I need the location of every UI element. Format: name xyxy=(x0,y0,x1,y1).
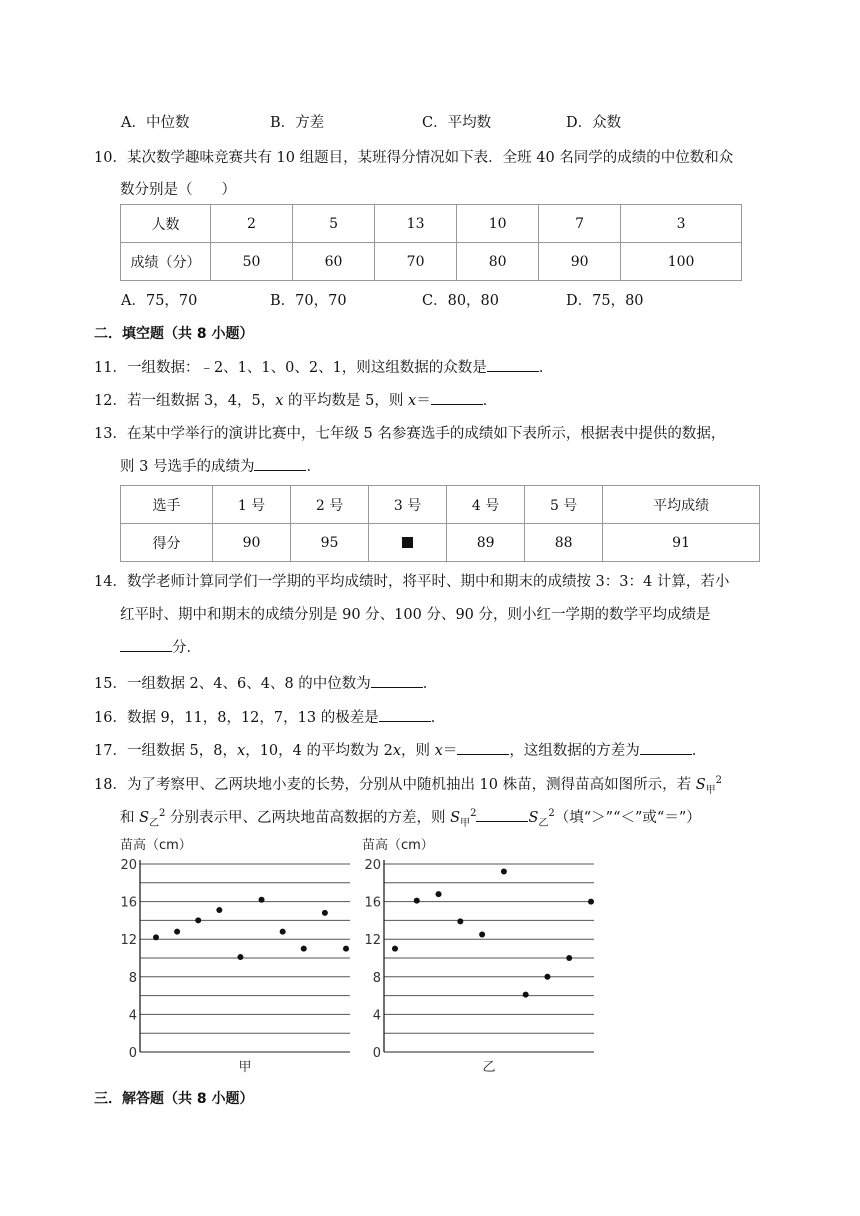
q18-line2 xyxy=(120,806,701,829)
q13-text: 则 3 号选手的成绩为 xyxy=(120,459,255,475)
data-point xyxy=(343,946,349,952)
y-tick-label: 16 xyxy=(120,895,137,911)
y-axis-label: 苗高（cm） xyxy=(120,838,192,853)
q18-text: 分别表示甲、乙两块地苗高数据的方差，则 xyxy=(165,810,451,826)
variable-x: x xyxy=(392,743,402,759)
table-cell: 89 xyxy=(447,524,525,562)
variance-symbol: S xyxy=(528,810,539,826)
q11 xyxy=(94,356,553,377)
variance-symbol: S xyxy=(695,777,706,793)
table-cell: 80 xyxy=(457,243,539,281)
y-tick-label: 20 xyxy=(120,858,137,873)
answer-blank xyxy=(431,392,483,405)
y-tick-label: 20 xyxy=(364,858,381,873)
q16 xyxy=(94,706,445,727)
variance-symbol: S xyxy=(139,810,150,826)
data-point xyxy=(436,891,442,897)
table-header-cell: 得分 xyxy=(121,524,213,562)
table-cell: 10 xyxy=(457,205,539,243)
q12-text: 12．若一组数据 3，4，5， xyxy=(94,393,276,409)
table-cell: 90 xyxy=(213,524,291,562)
q17-text: 17．一组数据 5，8， xyxy=(94,743,238,759)
q17-end: ． xyxy=(691,743,707,759)
q13-end: ． xyxy=(306,459,321,475)
q12 xyxy=(94,389,497,410)
q14-text-line1: 14．数学老师计算同学们一学期的平均成绩时，将平时、期中和期末的成绩按 3：3：4 计算，若小 xyxy=(94,574,730,590)
table-header-cell: 选手 xyxy=(121,486,213,524)
table-cell: 2 号 xyxy=(291,486,369,524)
table-cell: 50 xyxy=(211,243,293,281)
table-row xyxy=(121,486,760,524)
q17 xyxy=(94,739,706,760)
q14-text-line2: 红平时、期中和期末的成绩分别是 90 分、100 分、90 分，则小红一学期的数学平均成绩是 xyxy=(120,607,711,623)
y-tick-label: 12 xyxy=(364,933,381,949)
q10-option-b: B．70，70 xyxy=(270,293,347,309)
variance-symbol: S xyxy=(450,810,461,826)
seedling-height-chart-jia xyxy=(118,832,354,1078)
data-point xyxy=(414,898,420,904)
q15-text: 15．一组数据 2、4、6、4、8 的中位数为 xyxy=(94,676,371,692)
y-tick-label: 12 xyxy=(120,933,137,949)
subscript-jia: 甲 xyxy=(705,784,716,796)
seedling-height-chart-yi xyxy=(360,832,600,1078)
y-tick-label: 8 xyxy=(372,970,381,986)
q9-option-a: A．中位数 xyxy=(121,115,190,131)
data-point xyxy=(457,918,463,924)
q10-option-d: D．75，80 xyxy=(566,293,644,309)
table-header-cell: 成绩（分） xyxy=(121,243,211,281)
table-cell xyxy=(369,524,447,562)
table-row xyxy=(121,243,742,281)
table-cell: 88 xyxy=(525,524,603,562)
data-point xyxy=(544,974,550,980)
answer-blank xyxy=(640,742,692,755)
table-cell: 3 xyxy=(621,205,742,243)
q18-text: 18．为了考察甲、乙两块地小麦的长势，分别从中随机抽出 10 株苗，测得苗高如图所示，若 xyxy=(94,777,696,793)
equals-sign: ＝ xyxy=(416,393,431,409)
q13-text-line1: 13．在某中学举行的演讲比赛中，七年级 5 名参赛选手的成绩如下表所示，根据表中提供的数据， xyxy=(94,426,726,442)
data-point xyxy=(195,917,201,923)
section-2-heading: 二．填空题（共 8 小题） xyxy=(94,326,254,342)
data-point xyxy=(523,992,529,998)
q10-option-a: A．75，70 xyxy=(121,293,198,309)
q15 xyxy=(94,672,437,693)
q10-score-table xyxy=(120,204,742,281)
table-header-cell: 人数 xyxy=(121,205,211,243)
data-point xyxy=(216,907,222,913)
data-point xyxy=(392,946,398,952)
q12-end: ． xyxy=(482,393,498,409)
q10-option-c: C．80，80 xyxy=(422,293,499,309)
data-point xyxy=(301,946,307,952)
data-point xyxy=(588,899,594,905)
chart-background xyxy=(118,832,354,1078)
variable-x: x xyxy=(434,743,443,759)
table-cell: 95 xyxy=(291,524,369,562)
q9-option-b: B．方差 xyxy=(270,115,325,131)
table-cell: 2 xyxy=(211,205,293,243)
subscript-yi: 乙 xyxy=(538,817,549,829)
superscript-2: 2 xyxy=(470,808,477,820)
table-cell: 1 号 xyxy=(213,486,291,524)
data-point xyxy=(259,897,265,903)
answer-blank xyxy=(457,742,509,755)
y-tick-label: 16 xyxy=(364,895,381,911)
table-cell: 13 xyxy=(375,205,457,243)
table-cell: 5 xyxy=(293,205,375,243)
superscript-2: 2 xyxy=(159,808,166,820)
q10-text-line1: 10．某次数学趣味竞赛共有 10 组题目，某班得分情况如下表．全班 40 名同学的成绩的中位数和众 xyxy=(94,150,734,166)
q14-text-line3 xyxy=(120,636,201,657)
q17-text-mid3: ，这组数据的方差为 xyxy=(509,743,640,759)
q15-end: ． xyxy=(422,676,438,692)
q16-end: ． xyxy=(430,710,446,726)
answer-blank xyxy=(487,359,539,372)
q14-end: 分． xyxy=(172,640,201,656)
x-axis-label: 乙 xyxy=(482,1060,496,1075)
q17-text-mid: ，10，4 的平均数为 2 xyxy=(245,743,393,759)
q12-text-mid: 的平均数是 5，则 xyxy=(283,393,408,409)
y-tick-label: 0 xyxy=(128,1046,137,1061)
y-tick-label: 8 xyxy=(128,970,137,986)
q9-option-d: D．众数 xyxy=(566,115,622,131)
y-tick-label: 0 xyxy=(372,1046,381,1061)
table-cell: 7 xyxy=(539,205,621,243)
variable-x: x xyxy=(408,393,417,409)
answer-blank xyxy=(254,458,306,471)
q13-text-line2 xyxy=(120,455,321,476)
table-cell: 60 xyxy=(293,243,375,281)
variable-x: x xyxy=(275,393,284,409)
data-point xyxy=(322,910,328,916)
data-point xyxy=(479,932,485,938)
answer-blank xyxy=(120,639,172,652)
answer-blank xyxy=(371,675,423,688)
q17-text-mid2: ，则 xyxy=(401,743,435,759)
data-point xyxy=(174,929,180,935)
q10-text-line2: 数分别是（ ） xyxy=(120,182,236,198)
data-point xyxy=(501,869,507,875)
variable-x: x xyxy=(237,743,246,759)
superscript-2: 2 xyxy=(548,808,555,820)
table-row xyxy=(121,524,760,562)
q18-text: 和 xyxy=(120,810,140,826)
table-cell: 100 xyxy=(621,243,742,281)
section-3-heading: 三．解答题（共 8 小题） xyxy=(94,1091,254,1107)
q11-text: 11．一组数据：﹣2、1、1、0、2、1，则这组数据的众数是 xyxy=(94,360,487,376)
table-cell: 91 xyxy=(603,524,760,562)
superscript-2: 2 xyxy=(715,775,723,787)
subscript-jia: 甲 xyxy=(460,817,471,829)
black-square-icon xyxy=(402,537,413,548)
subscript-yi: 乙 xyxy=(149,817,160,829)
table-cell: 平均成绩 xyxy=(603,486,760,524)
data-point xyxy=(280,929,286,935)
data-point xyxy=(237,954,243,960)
q16-text: 16．数据 9，11，8，12，7，13 的极差是 xyxy=(94,710,379,726)
chart-background xyxy=(360,832,600,1078)
y-axis-label: 苗高（cm） xyxy=(362,838,434,853)
y-tick-label: 4 xyxy=(128,1008,137,1024)
answer-blank xyxy=(379,709,431,722)
table-row xyxy=(121,205,742,243)
answer-blank xyxy=(476,809,528,822)
table-cell: 4 号 xyxy=(447,486,525,524)
table-cell: 70 xyxy=(375,243,457,281)
x-axis-label: 甲 xyxy=(238,1060,252,1075)
y-tick-label: 4 xyxy=(372,1008,381,1024)
data-point xyxy=(566,955,572,961)
equals-sign: ＝ xyxy=(442,743,458,759)
table-cell: 5 号 xyxy=(525,486,603,524)
q11-end: ． xyxy=(538,360,554,376)
q9-option-c: C．平均数 xyxy=(422,115,492,131)
table-cell: 90 xyxy=(539,243,621,281)
q13-score-table xyxy=(120,485,760,562)
table-cell: 3 号 xyxy=(369,486,447,524)
q18-line1 xyxy=(94,773,722,796)
data-point xyxy=(153,934,159,940)
q18-text-end: （填“＞”“＜”或“＝”） xyxy=(554,810,701,826)
